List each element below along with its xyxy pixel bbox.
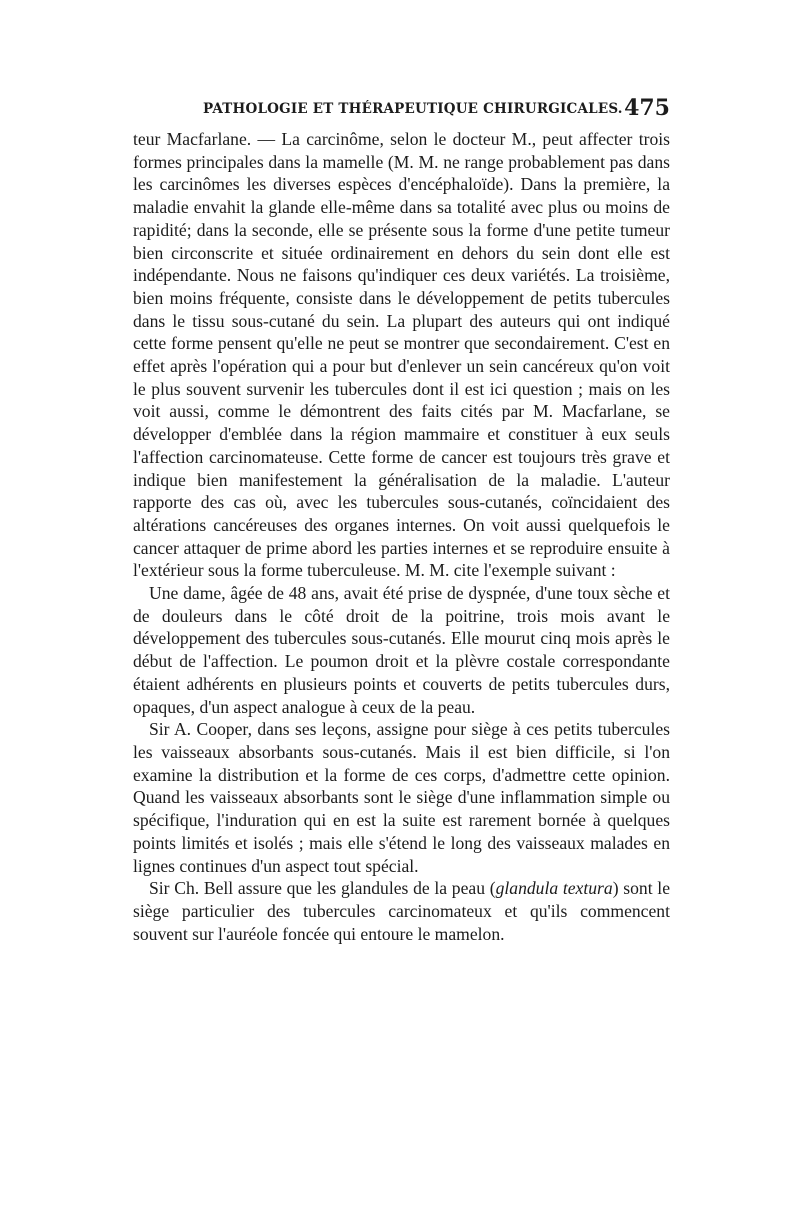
running-head	[203, 95, 670, 125]
paragraph-bell-start: Sir Ch. Bell assure que les glandules de la peau (	[149, 878, 496, 899]
body-text	[133, 128, 670, 945]
paragraph-bell	[133, 877, 670, 945]
book-page	[133, 95, 670, 945]
paragraph-cooper: Sir A. Cooper, dans ses leçons, assigne pour siège à ces petits tubercules les vaisseaux absorbants sous-cutanés. Mais il est bien difficile, si l'on examine la distribution et la forme de ces corps, d'admettre cette opinion. Quand les vaisseaux absorbants sont le siège d'une inflammation simple ou spécifique, l'induration qui en est la suite est rarement bornée à quelques points limités et isolés ; mais elle s'étend le long des vaisseaux malades en lignes continues d'un aspect tout spécial.	[133, 719, 670, 876]
latin-term: glandula textura	[495, 878, 613, 899]
paragraph-carcinome-forms: teur Macfarlane. — La carcinôme, selon le docteur M., peut affecter trois formes principales dans la mamelle (M. M. ne range probablement pas dans les carcinômes les diverses espèces d'encéphaloïde). Dans la première, la maladie envahit la glande elle-même dans sa totalité avec plus ou moins de rapidité; dans la seconde, elle se présente sous la forme d'une petite tumeur bien circonscrite et située ordinairement en dehors du sein dont elle est indépendante. Nous ne faisons qu'indiquer ces deux variétés. La troisième, bien moins fréquente, consiste dans le développement de petits tubercules dans le tissu sous-cutané du sein. La plupart des auteurs qui ont indiqué cette forme pensent qu'elle ne peut se montrer que secondairement. C'est en effet après l'opération qui a pour but d'enlever un sein cancéreux qu'on voit le plus souvent survenir les tubercules dont il est ici question ; mais on les voit aussi, comme le démontrent des faits cités par M. Macfarlane, se développer d'emblée dans la région mammaire et constituer à eux seuls l'affection carcinomateuse. Cette forme de cancer est toujours très grave et indique bien manifestement la généralisation de la maladie. L'auteur rapporte des cas où, avec les tubercules sous-cutanés, coïncidaient des altérations cancéreuses des organes internes. On voit aussi quelquefois le cancer attaquer de prime abord les parties internes et se reproduire ensuite à l'extérieur sous la forme tuberculeuse. M. M. cite l'exemple suivant :	[133, 129, 670, 581]
paragraph-case-example: Une dame, âgée de 48 ans, avait été prise de dyspnée, d'une toux sèche et de douleurs dans le côté droit de la poitrine, trois mois avant le développement des tubercules sous-cutanés. Elle mourut cinq mois après le début de l'affection. Le poumon droit et la plèvre costale correspondante étaient adhérents en plusieurs points et couverts de petits tubercules durs, opaques, d'un aspect analogue à ceux de la peau.	[133, 583, 670, 717]
running-title: PATHOLOGIE ET THÉRAPEUTIQUE CHIRURGICALES.	[203, 101, 623, 117]
page-number: 475	[624, 95, 670, 121]
paragraph-bell-end: ) sont le siège particulier des tubercules carcinomateux et qu'ils commencent souvent sur l'auréole foncée qui entoure le mamelon.	[133, 878, 671, 944]
